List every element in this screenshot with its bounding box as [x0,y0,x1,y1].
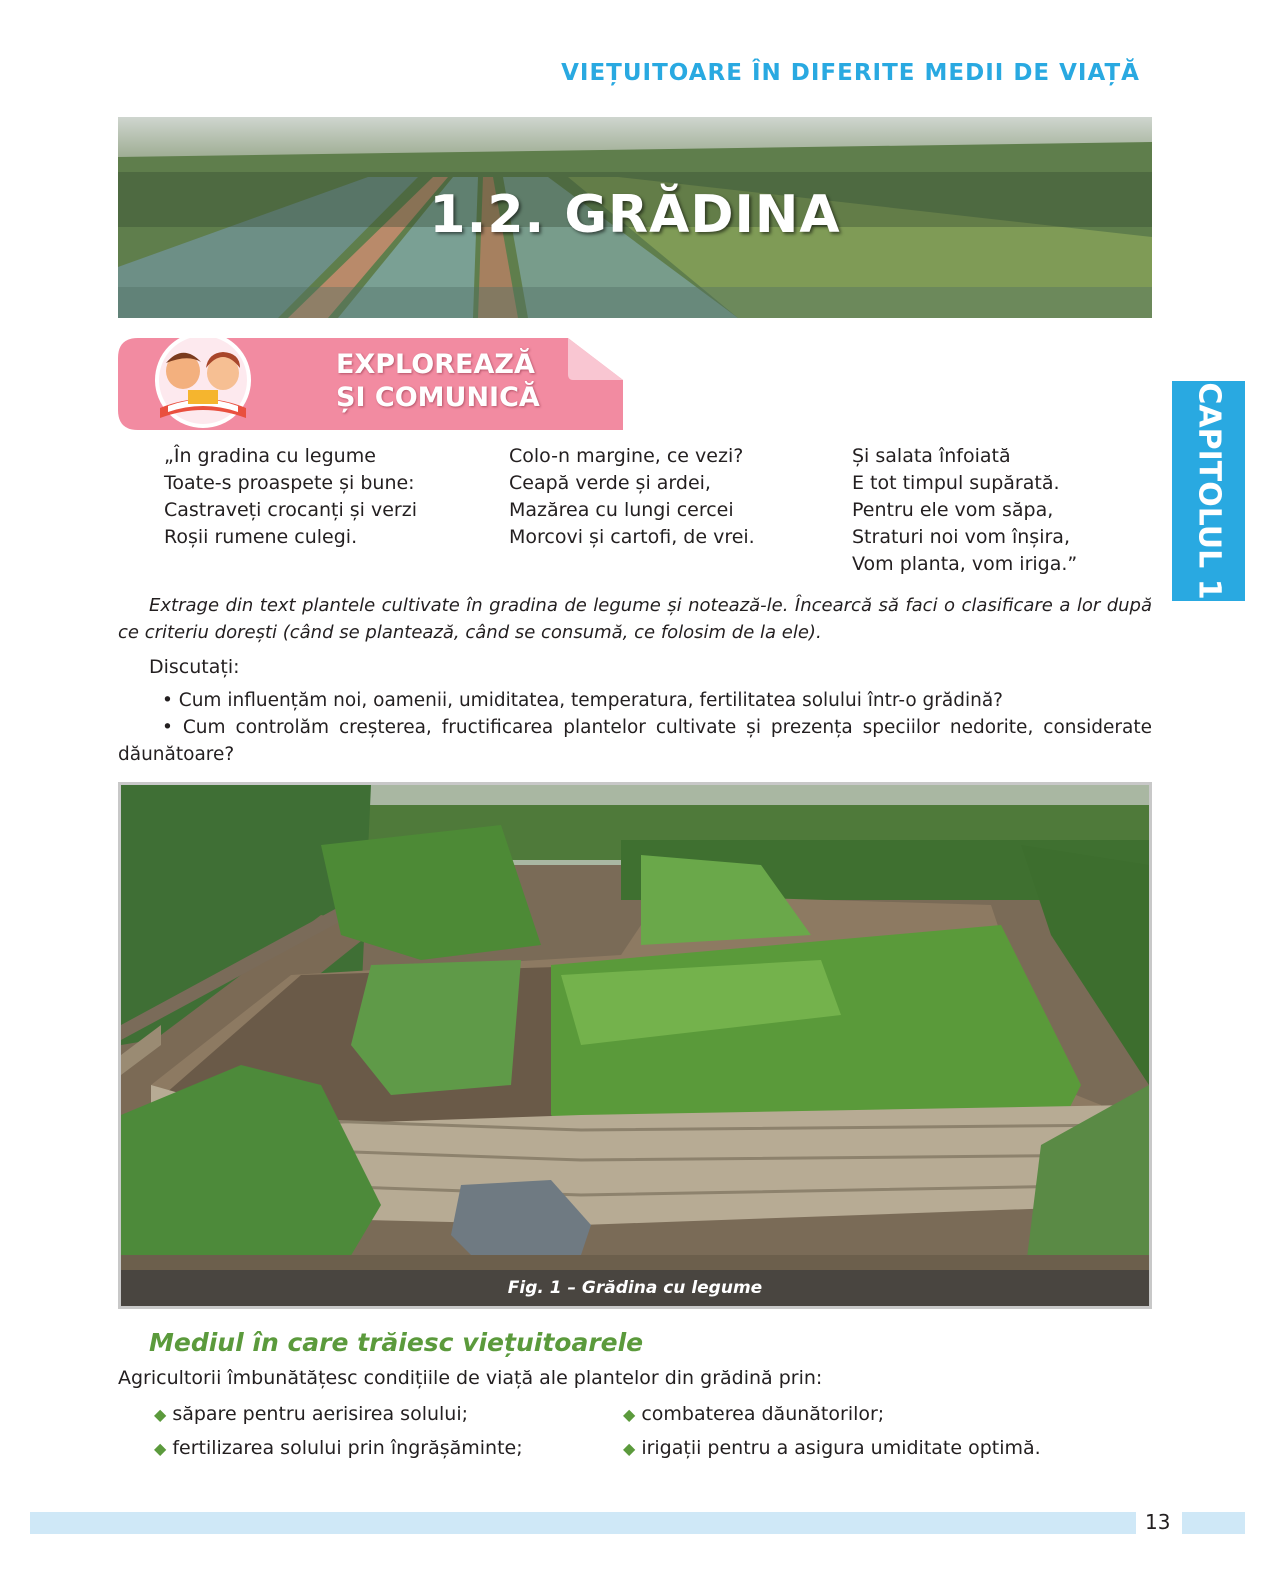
diamond-bullet-icon: ◆ [154,1405,167,1424]
section-intro: Agricultorii îmbunătățesc condițiile de viață ale plantelor din grădină prin: [118,1367,823,1389]
poem-column-1 [164,443,417,551]
list-item: ◆ irigații pentru a asigura umiditate optimă. [623,1437,1041,1459]
page-number: 13 [1145,1510,1171,1534]
poem-line: E tot timpul supărată. [852,472,1060,494]
explore-box-label: EXPLOREAZĂ ȘI COMUNICĂ [336,349,540,413]
poem-column-3 [852,443,1077,578]
poem-line: Straturi noi vom înșira, [852,526,1070,548]
poem-line: Pentru ele vom săpa, [852,499,1054,521]
poem-line: Ceapă verde și ardei, [509,472,711,494]
poem-line: Și salata înfoiată [852,445,1011,467]
chapter-tab [1172,381,1245,601]
poem-line: Castraveți crocanți și verzi [164,499,417,521]
discussion-label: Discutați: [149,656,240,678]
poem-line: Toate-s proaspete și bune: [164,472,415,494]
task-instruction: Extrage din text plantele cultivate în gradina de legume și notează-le. Încearcă să faci o clasificare a lor după ce criteriu dorești (când se plantează, când se consumă, ce folosim de la ele). [118,595,1152,643]
poem-line: Morcovi și cartofi, de vrei. [509,526,755,548]
poem-line: Colo-n margine, ce vezi? [509,445,744,467]
discussion-question-1: • Cum influențăm noi, oamenii, umiditatea, temperatura, fertilitatea solului într-o grădină? [162,690,1003,711]
figure-caption: Fig. 1 – Grădina cu legume [121,1270,1149,1306]
list-item: ◆ fertilizarea solului prin îngrășăminte; [154,1437,523,1459]
list-item: ◆ combaterea dăunătorilor; [623,1403,885,1425]
diamond-bullet-icon: ◆ [623,1405,636,1424]
raised-bed-photo [121,785,1149,1306]
figure-vegetable-garden [118,782,1152,1309]
list-item: ◆ săpare pentru aerisirea solului; [154,1403,469,1425]
explore-and-communicate-box [118,338,623,430]
poem-column-2 [509,443,755,551]
chapter-tab-label: CAPITOLUL 1 [1191,382,1226,600]
diamond-bullet-icon: ◆ [623,1439,636,1458]
poem-line: Mazărea cu lungi cercei [509,499,734,521]
footer-bar-end [1182,1512,1245,1534]
diamond-bullet-icon: ◆ [154,1439,167,1458]
poem-line: Vom planta, vom iriga.” [852,553,1078,575]
chapter-banner [118,117,1152,318]
section-heading: Mediul în care trăiesc viețuitoarele [149,1328,644,1357]
page-title: 1.2. GRĂDINA [429,185,841,245]
discussion-question-2: • Cum controlăm creșterea, fructificarea plantelor cultivate și prezența speciilor nedorite, considerate dăunătoare? [118,717,1152,765]
poem-line: „În gradina cu legume [164,445,376,467]
poem-line: Roșii rumene culegi. [164,526,358,548]
running-title: VIEȚUITOARE ÎN DIFERITE MEDII DE VIAȚĂ [561,60,1140,86]
footer-bar [30,1512,1136,1534]
